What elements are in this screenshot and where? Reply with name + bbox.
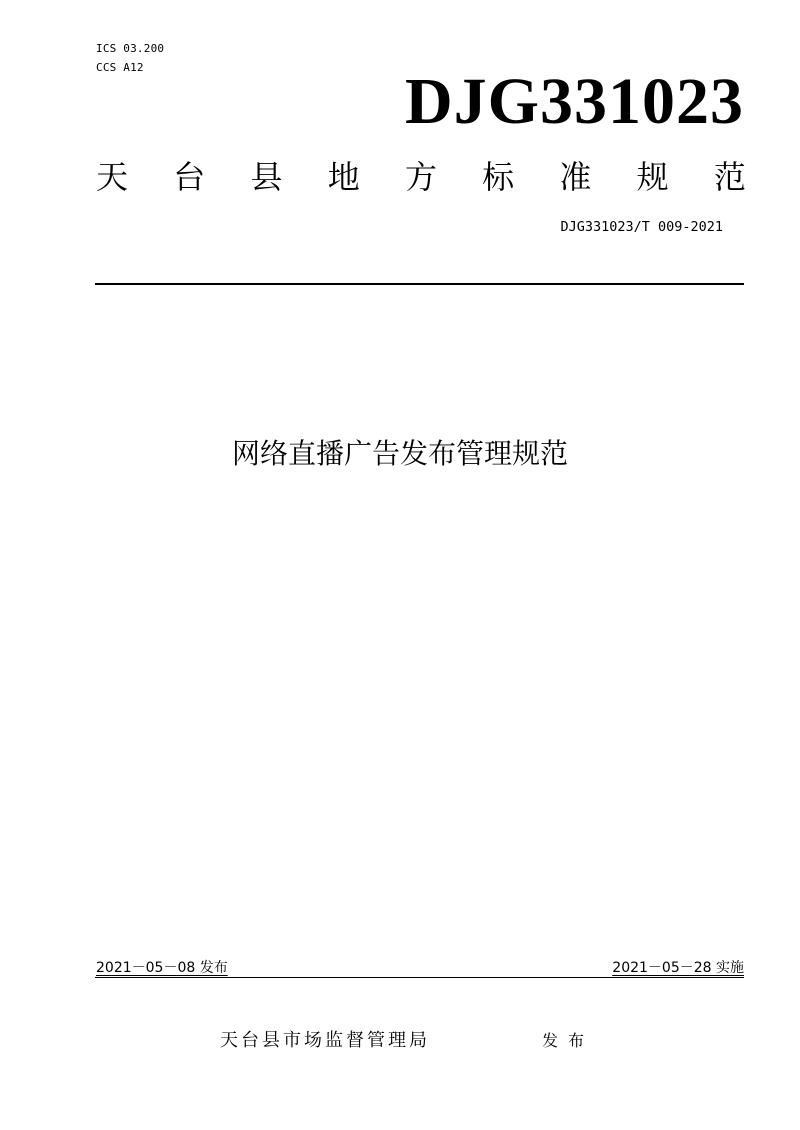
standard-number: DJG331023/T 009-2021 [560,219,723,235]
standard-type-char: 准 [559,158,592,196]
publish-date: 2021－05－08 发布 [96,960,228,976]
implement-date: 2021－05－28 实施 [612,960,744,976]
issuing-action: 发布 [542,1031,595,1050]
issuing-authority: 天台县市场监督管理局 [220,1030,430,1051]
footer-divider [95,977,744,978]
standard-code: DJG331023 [405,65,744,138]
header-divider [95,283,744,285]
standard-type-char: 标 [482,158,515,196]
standard-type-char: 范 [713,158,746,196]
standard-type-heading [96,155,746,199]
document-title: 网络直播广告发布管理规范 [231,437,568,470]
standard-type-char: 天 [96,158,129,196]
standard-type-char: 方 [404,158,437,196]
standard-type-char: 规 [636,158,669,196]
ics-classification: ICS 03.200 [96,42,165,55]
standard-type-char: 地 [327,158,360,196]
standard-type-char: 台 [173,158,206,196]
standard-type-char: 县 [250,158,283,196]
ccs-classification: CCS A12 [96,61,144,74]
